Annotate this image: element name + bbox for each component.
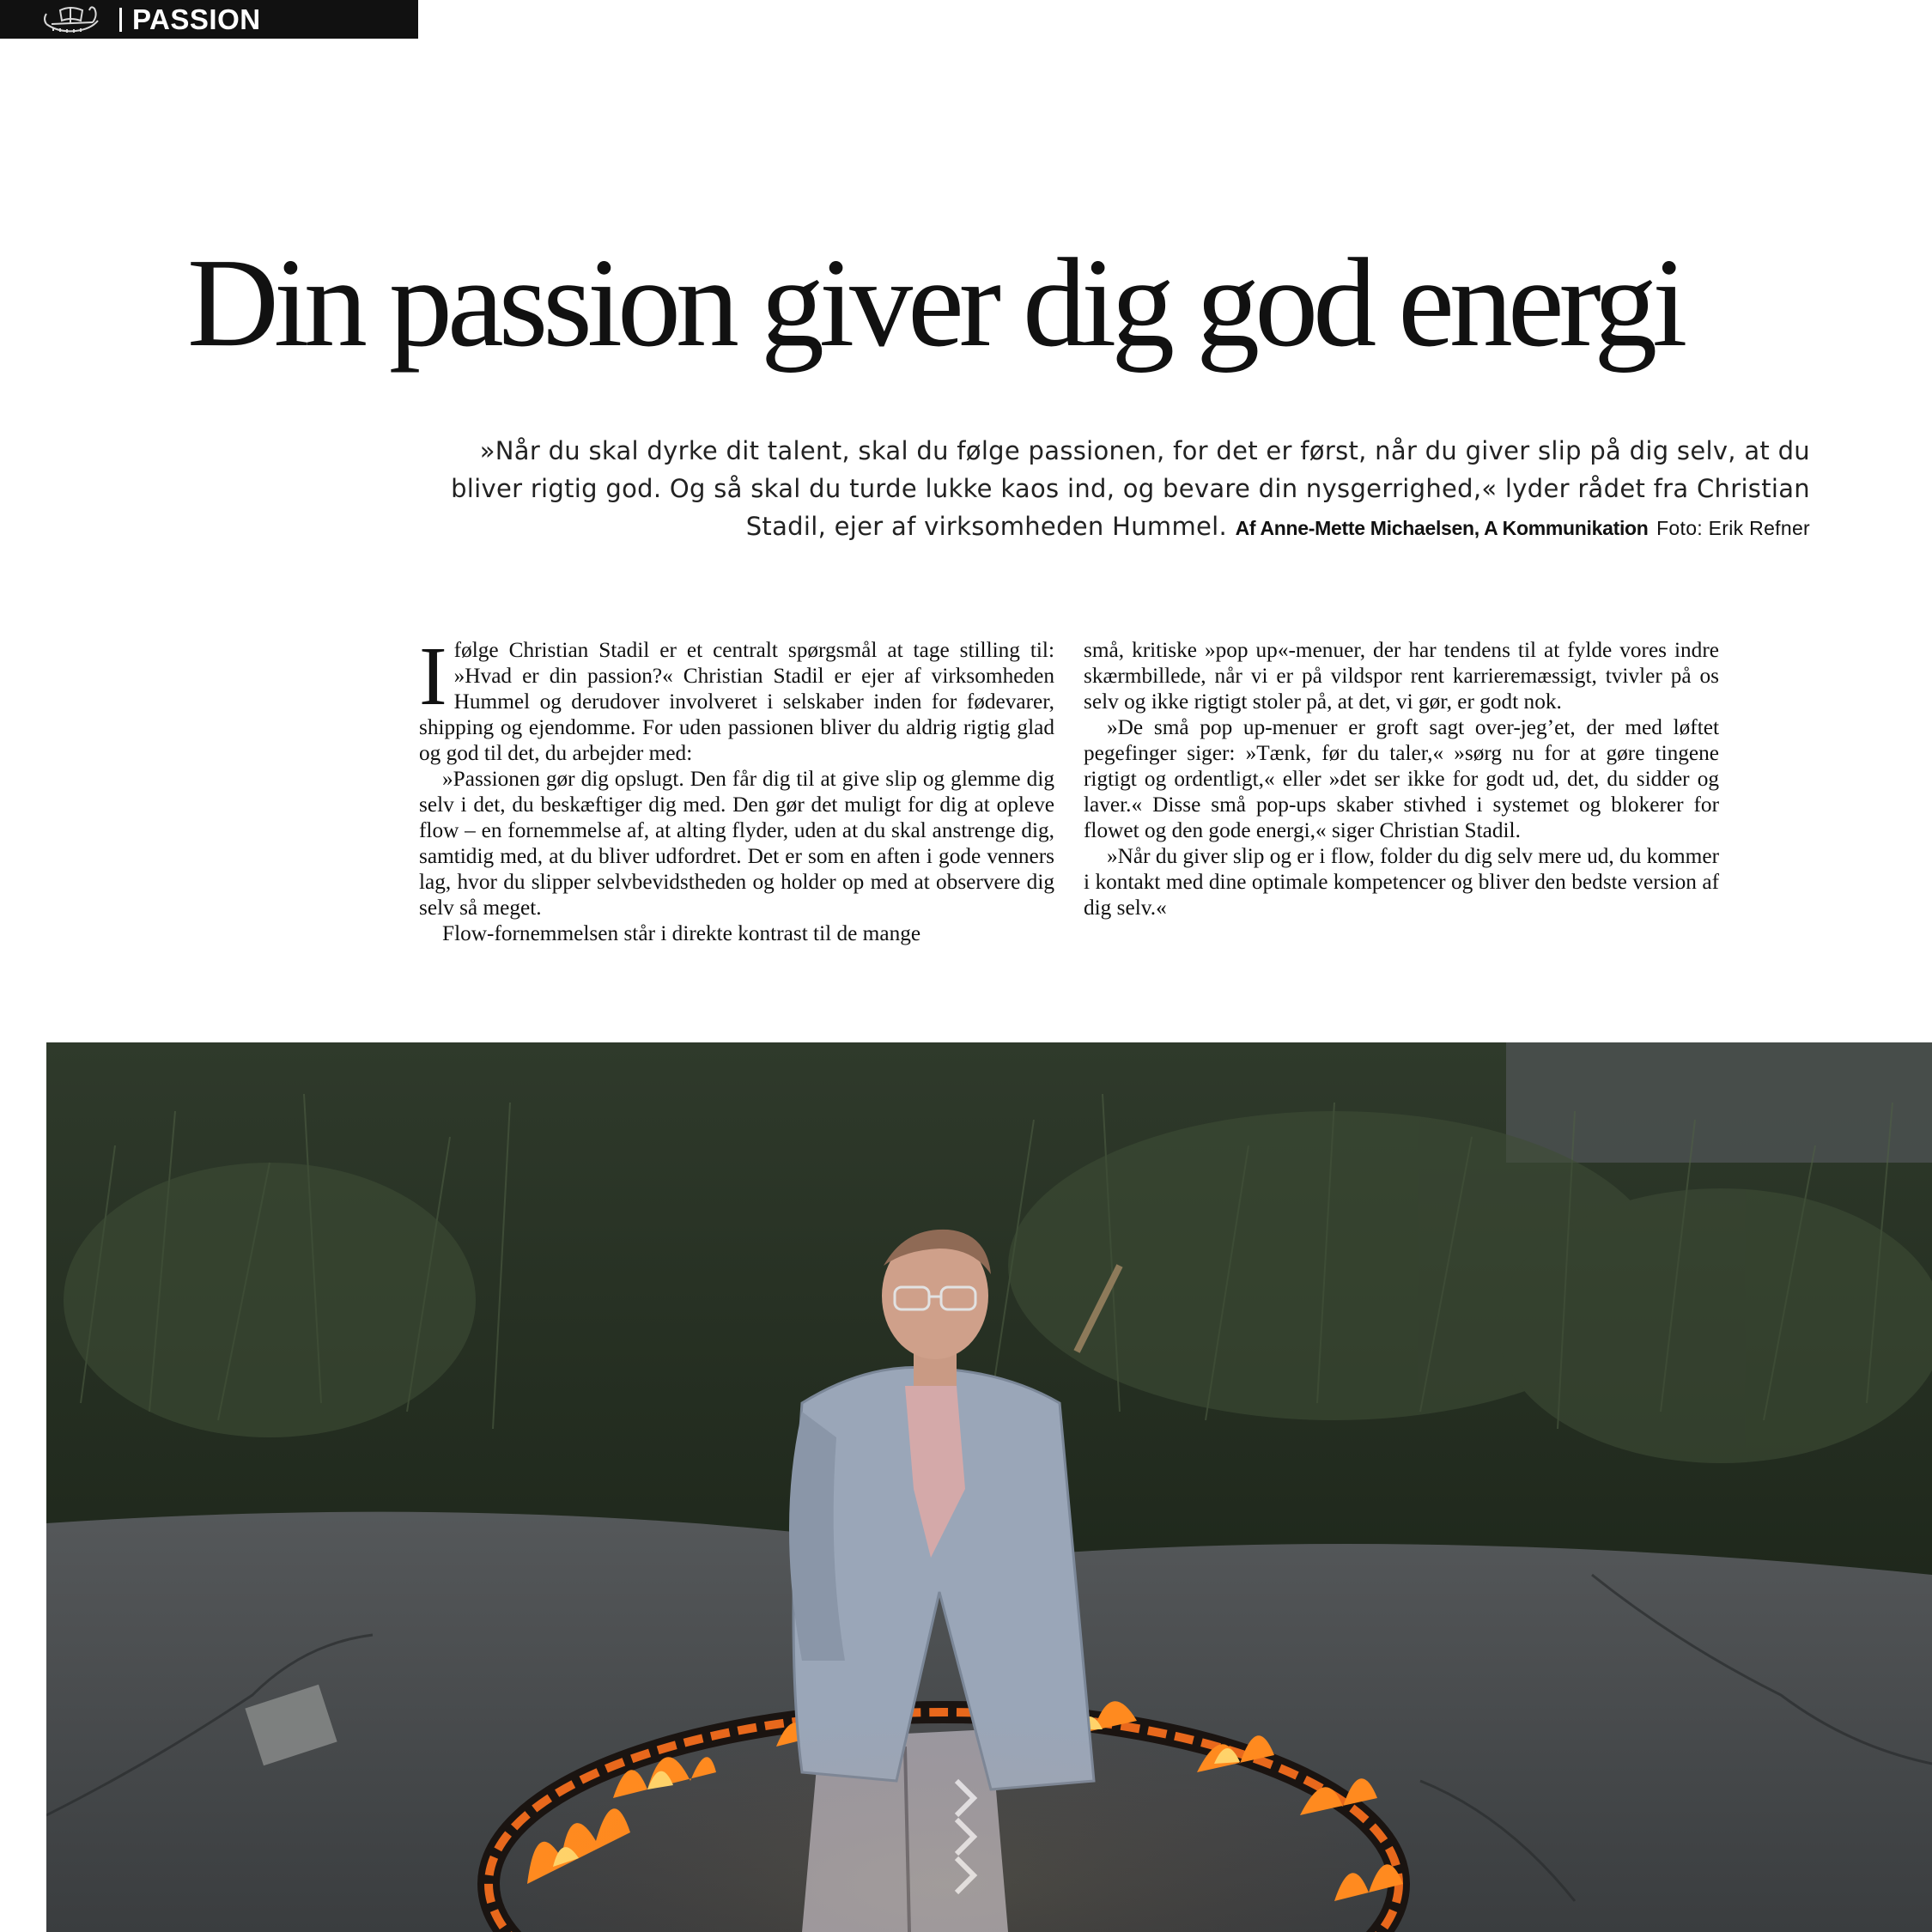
article-headline: Din passion giver dig god energi bbox=[187, 233, 1683, 374]
article-column-left bbox=[419, 630, 1054, 946]
photo-man-in-fire-ring bbox=[46, 1042, 1932, 1932]
lead-text: »Når du skal dyrke dit talent, skal du følge passionen, for det er først, når du giver slip på dig selv, at du bliver rigtig god. Og så skal du turde lukke kaos ind, og bevare din nysgerrighed,« lyder rådet fra Christian Stadil, ejer af virksomheden Hummel. bbox=[451, 436, 1810, 541]
viking-ship-icon bbox=[41, 2, 103, 36]
paragraph: »De små pop up-menuer er groft sagt over-jeg’et, der med løftet pegefinger siger: »Tænk, før du taler,« »sørg nu for at gøre tingene rigtigt og ordentligt,« eller »det ser ikke for godt ud, det, du sidder og laver.« Disse små pop-ups skaber stivhed i systemet og blokerer for flowet og den gode energi,« siger Christian Stadil. bbox=[1084, 715, 1719, 842]
paragraph: små, kritiske »pop up«-menuer, der har tendens til at fylde vores indre skærmbillede, når vi er på vildspor rent karrieremæssigt, tvivler på os selv og ikke rigtigt stoler på, at det, vi gør, er godt nok. bbox=[1084, 638, 1719, 714]
article-column-right bbox=[1084, 637, 1719, 920]
article-photo bbox=[46, 1042, 1932, 1932]
section-divider bbox=[119, 8, 122, 32]
paragraph: »Når du giver slip og er i flow, folder du dig selv mere ud, du kommer i kontakt med dine optimale kompetencer og bliver den bedste version af dig selv.« bbox=[1084, 844, 1719, 920]
photo-credit: Foto: Erik Refner bbox=[1656, 517, 1810, 539]
paragraph: »Passionen gør dig opslugt. Den får dig til at give slip og glemme dig selv i det, du beskæftiger dig med. Den gør det muligt for dig at opleve flow – en fornemmelse af, at alting flyder, uden at du skal anstrenge dig, samtidig med, at du bliver udfordret. Det er som en aften i gode venners lag, hvor du slipper selvbevidstheden og holder op med at observere dig selv så meget. bbox=[419, 767, 1054, 920]
section-header-bar bbox=[0, 0, 418, 39]
article-lead bbox=[404, 432, 1810, 547]
section-label: PASSION bbox=[132, 3, 261, 35]
paragraph: Flow-fornemmelsen står i direkte kontrast til de mange bbox=[442, 921, 921, 945]
paragraph-text: følge Christian Stadil er et centralt spørgsmål at tage stilling til: »Hvad er din passion?« Christian Stadil er ejer af virksomheden Hummel og derudover involveret i selskaber inden for fødevarer, shipping og ejendomme. For uden passionen bliver du aldrig rigtig glad og god til det, du arbejder med: bbox=[419, 638, 1054, 765]
dropcap: I bbox=[419, 630, 447, 723]
paragraph bbox=[419, 630, 1054, 766]
byline: Af Anne-Mette Michaelsen, A Kommunikation bbox=[1235, 517, 1649, 539]
